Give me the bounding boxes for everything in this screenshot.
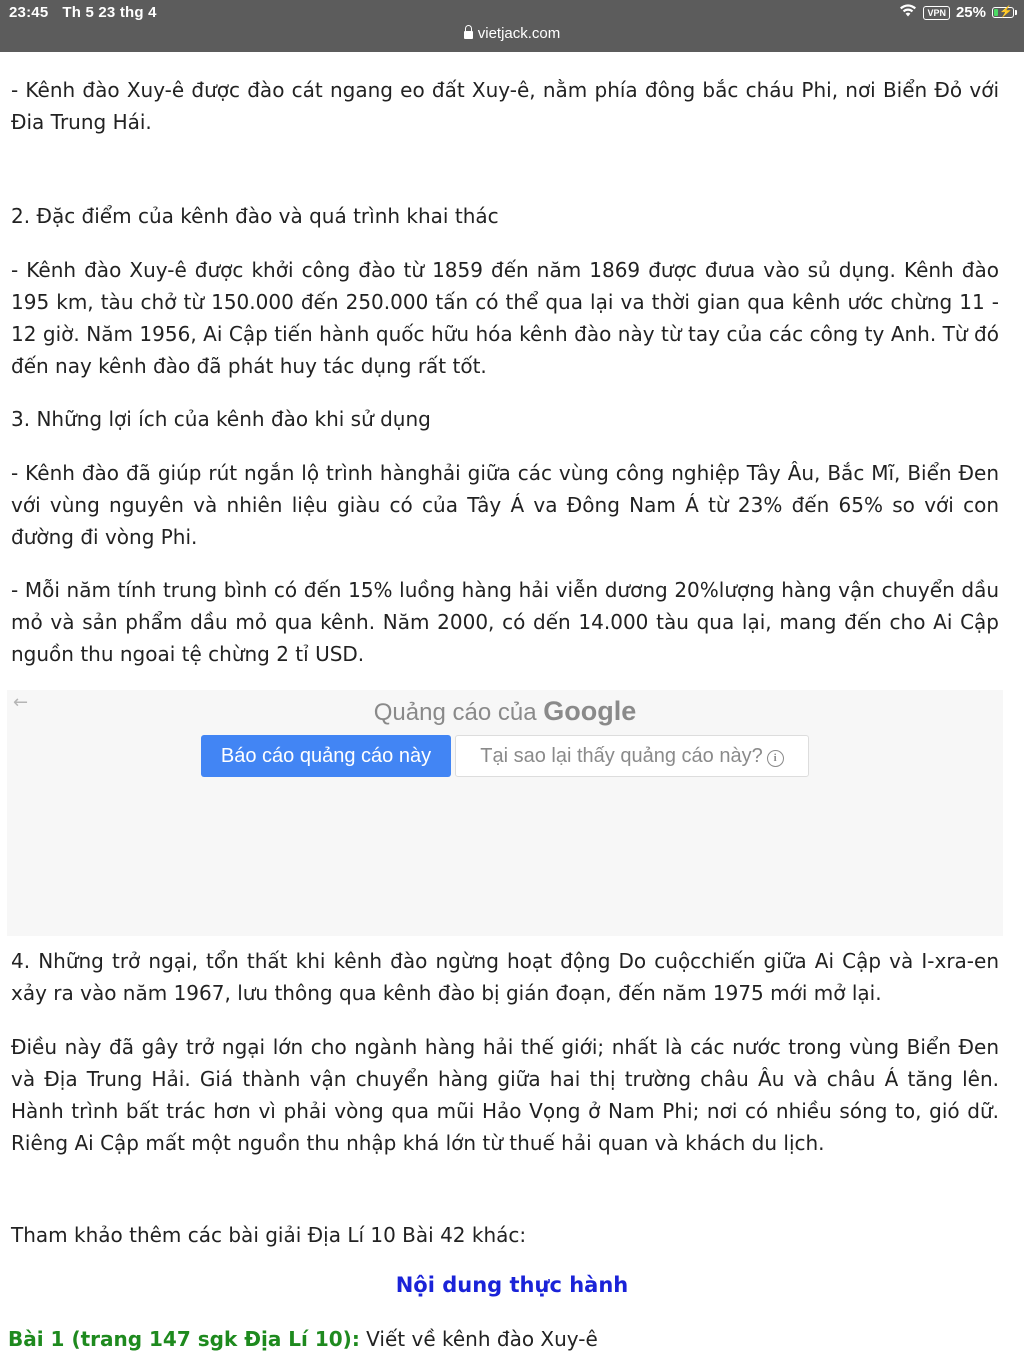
google-logo: Google <box>543 696 637 726</box>
battery-percent: 25% <box>955 4 986 21</box>
charging-bolt-icon: ⚡ <box>999 6 1013 18</box>
article-paragraph: Điều này đã gây trở ngại lớn cho ngành hàng hải thế giới; nhất là các nước trong vùng Biển Đen và Địa Trung Hải. Giá thành vận chuyển hàng giữa hai thị trường châu Âu và châu Á tăng lên. Hành trình bất trác hơn vì phải vòng qua mũi Hảo Vọng ở Nam Phi; nơi có nhiều sóng to, gió dữ. Riêng Ai Cập mất một nguồn thu nhập khá lớn từ thuế hải quan và khách du lịch. <box>11 1035 999 1155</box>
ad-title-prefix: Quảng cáo của <box>373 699 537 726</box>
ad-title <box>7 696 1003 727</box>
status-bar-left <box>9 4 157 21</box>
article-paragraph: Tham khảo thêm các bài giải Địa Lí 10 Bài 42 khác: <box>11 1223 527 1247</box>
url-bar[interactable] <box>0 25 1024 42</box>
status-bar-right <box>899 4 1014 21</box>
url-text[interactable]: vietjack.com <box>477 25 561 42</box>
article-paragraph: - Kênh đào Xuy-ê được khởi công đào từ 1859 đến năm 1869 được đưua vào sủ dụng. Kênh đào 195 km, tàu chở từ 150.000 đến 250.000 tấn có thể qua lại va thời gian qua kênh ước chừng 11 - 12 giờ. Năm 1956, Ai Cập tiến hành quốc hữu hóa kênh đào này từ tay của các công ty Anh. Từ đó đến nay kênh đào đã phát huy tác dụng rất tốt. <box>11 258 999 378</box>
battery-level <box>994 9 998 16</box>
article-subheading: 3. Những lợi ích của kênh đào khi sử dụng <box>11 407 431 431</box>
browser-top-bar <box>0 0 1024 52</box>
status-time: 23:45 <box>9 4 49 21</box>
exercise-text: Viết về kênh đào Xuy-ê <box>359 1327 598 1351</box>
google-ad-block <box>7 690 1003 936</box>
info-icon: i <box>767 750 784 767</box>
why-this-ad-button[interactable] <box>455 735 809 777</box>
exercise-link[interactable]: Bài 1 (trang 147 sgk Địa Lí 10): <box>8 1327 360 1351</box>
article-paragraph: - Kênh đào Xuy-ê được đào cát ngang eo đất Xuy-ê, nằm phía đông bắc cháu Phi, nơi Biển Đỏ với Đia Trung Hái. <box>11 78 999 134</box>
battery-icon <box>992 7 1014 18</box>
wifi-icon <box>899 4 917 21</box>
lock-icon <box>464 31 473 39</box>
article-paragraph: 4. Những trở ngại, tổn thất khi kênh đào ngừng hoạt động Do cuộcchiến giữa Ai Cập và I-xra-en xảy ra vào năm 1967, lưu thông qua kênh đào bị gián đoạn, đến năm 1975 mới mở lại. <box>11 949 999 1005</box>
section-heading: Nội dung thực hành <box>395 1273 629 1297</box>
vpn-badge: VPN <box>923 6 950 20</box>
back-arrow-icon[interactable]: ← <box>13 692 29 713</box>
report-ad-button[interactable]: Báo cáo quảng cáo này <box>201 735 451 777</box>
status-date: Th 5 23 thg 4 <box>62 4 157 21</box>
article-paragraph: - Kênh đào đã giúp rút ngắn lộ trình hànghải giữa các vùng công nghiệp Tây Âu, Bắc Mĩ, Biển Đen với vùng nguyên và nhiên liệu giàu có của Tây Á va Đông Nam Á từ 23% đến 65% so với con đường đi vòng Phi. <box>11 461 999 549</box>
article-paragraph: - Mỗi năm tính trung bình có đến 15% luồng hàng hải viễn dương 20%lượng hàng vận chuyển dầu mỏ và sản phẩm dầu mỏ qua kênh. Năm 2000, có dến 14.000 tàu qua lại, mang đến cho Ai Cập nguồn thu ngoai tệ chừng 2 tỉ USD. <box>11 578 999 666</box>
article-subheading: 2. Đặc điểm của kênh đào và quá trình khai thác <box>11 204 499 228</box>
why-this-ad-label: Tại sao lại thấy quảng cáo này? <box>480 745 763 767</box>
exercise-item <box>8 1327 598 1351</box>
